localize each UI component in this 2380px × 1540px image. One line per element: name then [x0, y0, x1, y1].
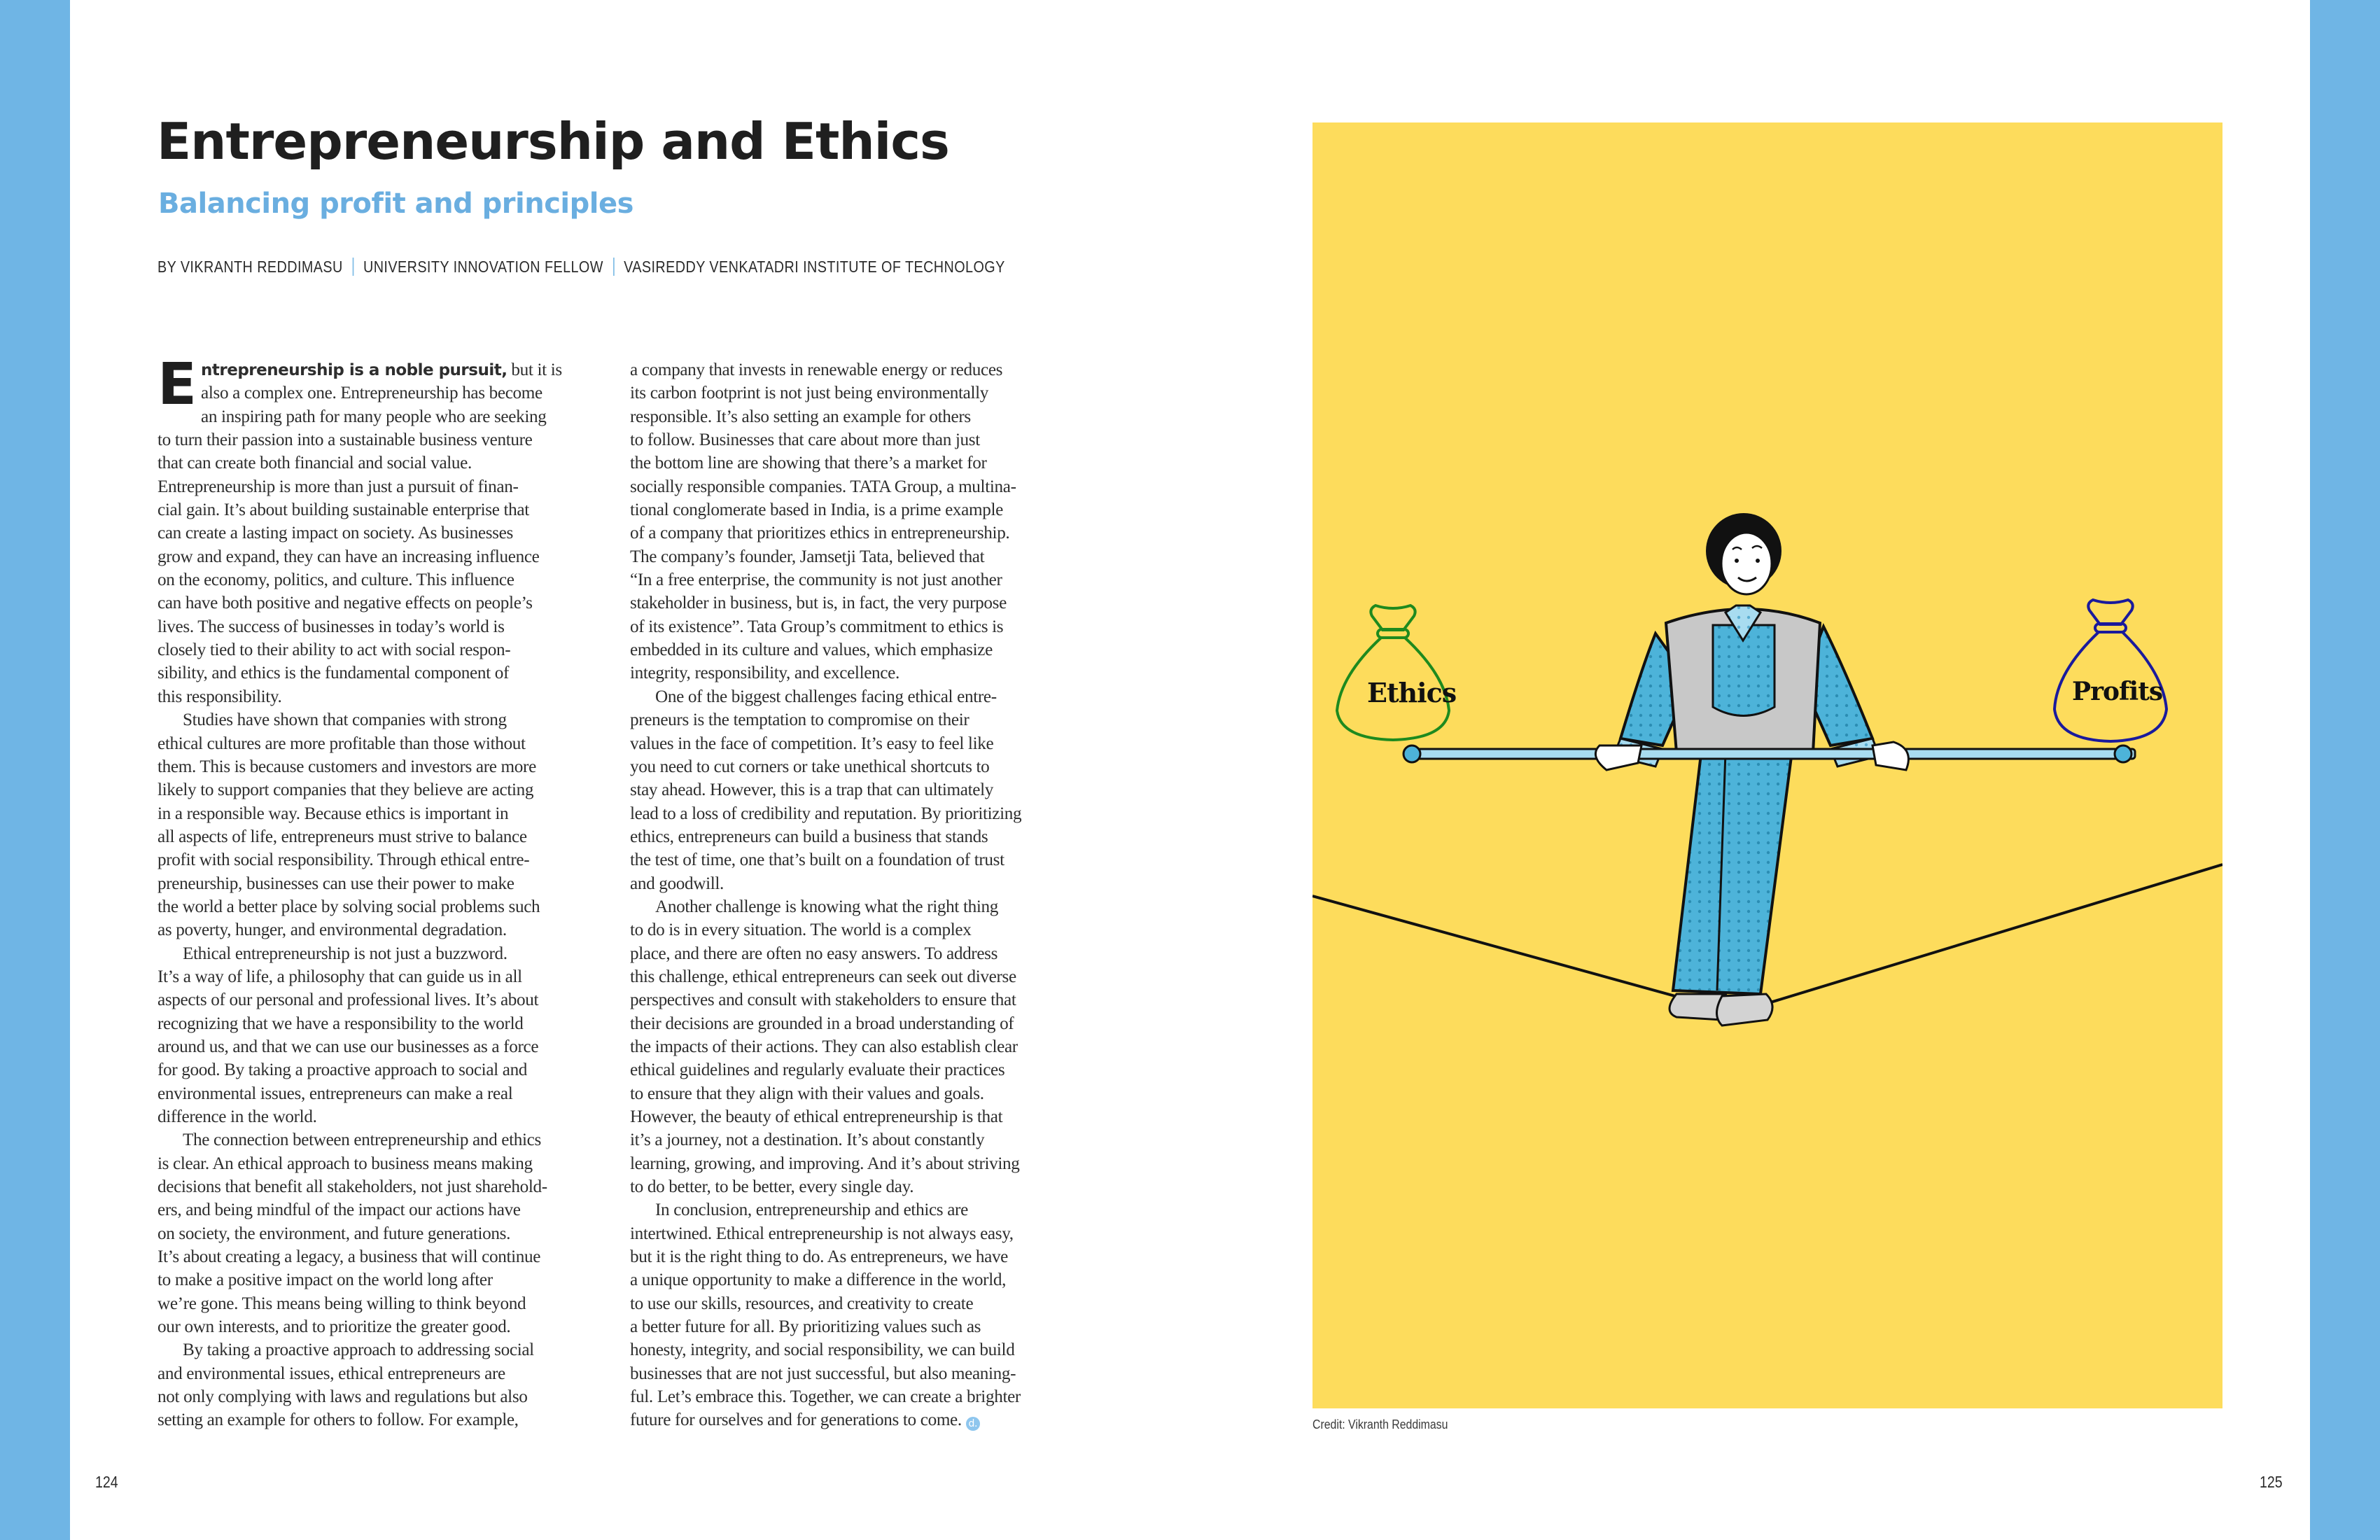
line-text: responsible. It’s also setting an example for others	[630, 407, 971, 426]
body-text-line	[158, 498, 598, 522]
figure-torso	[1614, 606, 1879, 766]
line-text: lives. The success of businesses in today’s world is	[158, 617, 505, 636]
line-text: as poverty, hunger, and environmental degradation.	[158, 920, 507, 940]
body-text-line	[158, 451, 598, 475]
illustration-credit: Credit: Vikranth Reddimasu	[1312, 1418, 1448, 1432]
end-of-article-icon: d.	[966, 1417, 980, 1431]
line-text: to do better, to be better, every single day.	[630, 1177, 914, 1197]
line-text: stakeholder in business, but is, in fact, the very purpose	[630, 594, 1007, 613]
body-text-line	[158, 1315, 598, 1338]
page-number-right: 125	[2260, 1473, 2283, 1491]
line-text: a better future for all. By prioritizing values such as	[630, 1317, 981, 1337]
drop-cap: E	[158, 351, 197, 418]
article-title: Entrepreneurship and Ethics	[157, 112, 949, 171]
ethics-money-bag-icon	[1337, 606, 1449, 740]
line-text: an inspiring path for many people who are seeking	[201, 407, 547, 426]
line-text: decisions that benefit all stakeholders, not just sharehold-	[158, 1177, 547, 1197]
line-text: setting an example for others to follow. For example,	[158, 1410, 519, 1430]
line-text: Another challenge is knowing what the right thing	[655, 897, 998, 916]
body-text-line	[630, 1128, 1071, 1152]
line-text: intertwined. Ethical entrepreneurship is not always easy,	[630, 1224, 1014, 1243]
line-text: One of the biggest challenges facing ethical entre-	[655, 687, 997, 706]
body-text-line	[630, 1058, 1071, 1082]
line-text: is clear. An ethical approach to business means making	[158, 1154, 533, 1173]
line-text: also a complex one. Entrepreneurship has become	[201, 384, 542, 403]
body-text-line	[158, 1292, 598, 1315]
line-text: and environmental issues, ethical entrepreneurs are	[158, 1364, 505, 1383]
line-text: environmental issues, entrepreneurs can make a real	[158, 1084, 513, 1103]
body-text-line	[158, 1198, 598, 1222]
line-text: a company that invests in renewable energy or reduces	[630, 360, 1003, 379]
ethics-bag-label: Ethics	[1367, 677, 1457, 708]
body-text-line	[630, 428, 1071, 451]
line-text: to turn their passion into a sustainable business venture	[158, 430, 533, 450]
body-text-line	[158, 1222, 598, 1245]
line-text: values in the face of competition. It’s easy to feel like	[630, 734, 994, 753]
body-text-line	[158, 942, 598, 965]
body-text-line	[158, 965, 598, 988]
profits-money-bag-icon	[2054, 600, 2166, 741]
line-text: to use our skills, resources, and creativity to create	[630, 1294, 974, 1313]
body-text-line	[630, 405, 1071, 428]
line-text: and goodwill.	[630, 874, 724, 893]
line-text: future for ourselves and for generations to come.	[630, 1410, 962, 1430]
body-text-line	[630, 988, 1071, 1011]
body-text-line	[158, 545, 598, 568]
line-text: a unique opportunity to make a difference in the world,	[630, 1270, 1007, 1290]
line-text: difference in the world.	[158, 1107, 317, 1126]
line-text: the impacts of their actions. They can also establish clear	[630, 1037, 1018, 1056]
body-text-line	[630, 615, 1071, 638]
line-text: their decisions are grounded in a broad understanding of	[630, 1014, 1014, 1033]
body-text-line	[630, 522, 1071, 545]
left-page-edge	[0, 0, 70, 1540]
body-text-line	[630, 592, 1071, 615]
line-text: businesses that are not just successful, but also meaning-	[630, 1364, 1016, 1383]
right-page-edge	[2310, 0, 2380, 1540]
byline-author: BY VIKRANTH REDDIMASU	[158, 258, 343, 276]
line-text: ful. Let’s embrace this. Together, we can create a brighter	[630, 1387, 1021, 1407]
body-text-line	[630, 872, 1071, 895]
body-text-line	[630, 732, 1071, 755]
line-text: the test of time, one that’s built on a foundation of trust	[630, 850, 1004, 870]
line-text: closely tied to their ability to act with social respon-	[158, 640, 511, 660]
body-text-line	[158, 708, 598, 732]
line-text: It’s about creating a legacy, a business that will continue	[158, 1247, 541, 1267]
body-text-line	[630, 1385, 1071, 1408]
line-text: likely to support companies that they believe are acting	[158, 780, 534, 800]
line-text: this responsibility.	[158, 687, 282, 706]
body-text-line	[158, 685, 598, 708]
line-text: for good. By taking a proactive approach to social and	[158, 1060, 528, 1080]
body-text-line	[158, 1362, 598, 1385]
line-text: the bottom line are showing that there’s a market for	[630, 454, 987, 473]
body-text-line	[630, 1012, 1071, 1035]
line-text: can create a lasting impact on society. As businesses	[158, 524, 513, 543]
body-text-line	[158, 1012, 598, 1035]
byline-divider	[613, 258, 615, 276]
body-text-line	[630, 638, 1071, 662]
line-text: recognizing that we have a responsibility to the world	[158, 1014, 524, 1033]
lead-in-text: ntrepreneurship is a noble pursuit,	[201, 361, 507, 379]
body-text-line	[158, 825, 598, 848]
body-text-line	[630, 662, 1071, 685]
body-text-line	[630, 568, 1071, 592]
line-text: to ensure that they align with their values and goals.	[630, 1084, 984, 1103]
body-text-line	[630, 708, 1071, 732]
body-text-line	[630, 1105, 1071, 1128]
body-text-line	[158, 755, 598, 778]
body-text-line	[630, 451, 1071, 475]
line-text: lead to a loss of credibility and reputation. By prioritizing	[630, 804, 1022, 823]
body-text-line	[158, 1105, 598, 1128]
page-number-left: 124	[95, 1473, 118, 1491]
body-text-line	[158, 1408, 598, 1432]
line-text: By taking a proactive approach to addressing social	[183, 1340, 534, 1360]
body-text-line	[158, 1128, 598, 1152]
line-text: its carbon footprint is not just being environmentally	[630, 384, 989, 403]
body-text-line	[158, 732, 598, 755]
line-text: embedded in its culture and values, which emphasize	[630, 640, 993, 660]
body-text-line	[158, 615, 598, 638]
profits-bag-label: Profits	[2072, 677, 2163, 706]
line-text: you need to cut corners or take unethical shortcuts to	[630, 757, 990, 776]
body-text-line	[630, 942, 1071, 965]
line-text: Entrepreneurship is more than just a pursuit of finan-	[158, 477, 519, 496]
line-text: However, the beauty of ethical entrepreneurship is that	[630, 1107, 1003, 1126]
line-text: integrity, responsibility, and excellence.	[630, 664, 899, 683]
line-text: stay ahead. However, this is a trap that can ultimately	[630, 780, 993, 800]
body-text-line	[158, 1152, 598, 1175]
body-text-line	[630, 1035, 1071, 1058]
line-text: that can create both financial and social value.	[158, 454, 472, 473]
body-text-line	[630, 1222, 1071, 1245]
line-text: The connection between entrepreneurship and ethics	[183, 1130, 541, 1150]
line-text: not only complying with laws and regulations but also	[158, 1387, 528, 1407]
line-text: of a company that prioritizes ethics in entrepreneurship.	[630, 524, 1010, 543]
line-text: sibility, and ethics is the fundamental component of	[158, 664, 509, 683]
line-text: of its existence”. Tata Group’s commitment to ethics is	[630, 617, 1004, 636]
body-text-line	[158, 662, 598, 685]
body-text-line	[630, 475, 1071, 498]
byline-role: UNIVERSITY INNOVATION FELLOW	[363, 258, 603, 276]
line-text: around us, and that we can use our businesses as a force	[158, 1037, 539, 1056]
line-text: to do is in every situation. The world is a complex	[630, 920, 972, 940]
body-text-line	[158, 988, 598, 1011]
line-text: It’s a way of life, a philosophy that can guide us in all	[158, 967, 522, 986]
line-text: socially responsible companies. TATA Group, a multina-	[630, 477, 1016, 496]
line-text: but it is the right thing to do. As entrepreneurs, we have	[630, 1247, 1009, 1267]
line-text: all aspects of life, entrepreneurs must strive to balance	[158, 827, 527, 846]
body-text-line	[630, 1362, 1071, 1385]
body-text-line	[158, 1035, 598, 1058]
line-text: the world a better place by solving social problems such	[158, 897, 540, 916]
body-text-line	[158, 568, 598, 592]
body-text-line	[158, 1058, 598, 1082]
body-text-line	[158, 1175, 598, 1198]
body-text-line	[158, 358, 598, 382]
line-text: to follow. Businesses that care about more than just	[630, 430, 980, 450]
body-text-line	[630, 895, 1071, 918]
body-text-line	[158, 1268, 598, 1292]
line-text: on society, the environment, and future generations.	[158, 1224, 511, 1243]
line-text: aspects of our personal and professional lives. It’s about	[158, 990, 539, 1010]
body-text-line	[630, 755, 1071, 778]
body-text-line	[158, 1245, 598, 1268]
line-text: profit with social responsibility. Through ethical entre-	[158, 850, 530, 870]
body-text-line	[630, 1175, 1071, 1198]
line-text: preneurs is the temptation to compromise on their	[630, 710, 969, 730]
body-text-line	[158, 638, 598, 662]
body-column-2	[630, 358, 1071, 1432]
body-text-line	[158, 848, 598, 872]
figure-head	[1706, 513, 1782, 594]
line-text: cial gain. It’s about building sustainable enterprise that	[158, 500, 529, 520]
line-text: grow and expand, they can have an increasing influence	[158, 547, 540, 566]
line-text: can have both positive and negative effects on people’s	[158, 594, 533, 613]
body-text-line	[630, 778, 1071, 802]
body-text-line	[630, 825, 1071, 848]
line-text: Studies have shown that companies with strong	[183, 710, 507, 730]
body-text-line	[158, 895, 598, 918]
line-text: tional conglomerate based in India, is a prime example	[630, 500, 1003, 520]
line-text: our own interests, and to prioritize the greater good.	[158, 1317, 511, 1337]
body-text-line	[630, 848, 1071, 872]
line-text: this challenge, ethical entrepreneurs can seek out diverse	[630, 967, 1016, 986]
body-text-line	[158, 802, 598, 825]
body-text-line	[630, 1408, 1071, 1432]
body-text-line	[630, 685, 1071, 708]
line-text: place, and there are often no easy answers. To address	[630, 944, 998, 963]
body-text-line	[630, 1245, 1071, 1268]
line-text: them. This is because customers and investors are more	[158, 757, 536, 776]
line-text: perspectives and consult with stakeholders to ensure that	[630, 990, 1016, 1010]
body-text-line	[630, 1198, 1071, 1222]
figure-legs	[1670, 724, 1795, 1026]
body-text-line	[158, 592, 598, 615]
body-text-line	[630, 1338, 1071, 1362]
line-text: “In a free enterprise, the community is not just another	[630, 570, 1002, 590]
line-text: on the economy, politics, and culture. This influence	[158, 570, 514, 590]
body-text-line	[630, 1315, 1071, 1338]
body-text-line	[630, 1152, 1071, 1175]
illustration-tightrope-balance	[1312, 122, 2222, 1408]
body-text-line	[158, 475, 598, 498]
line-text: ethical guidelines and regularly evaluate their practices	[630, 1060, 1005, 1080]
body-text-line	[158, 1385, 598, 1408]
line-text: ethics, entrepreneurs can build a business that stands	[630, 827, 988, 846]
body-text-line	[630, 965, 1071, 988]
line-text: The company’s founder, Jamsetji Tata, believed that	[630, 547, 985, 566]
byline	[158, 258, 1005, 276]
body-text-line	[630, 918, 1071, 941]
line-text: to make a positive impact on the world long after	[158, 1270, 493, 1290]
line-text: it’s a journey, not a destination. It’s about constantly	[630, 1130, 985, 1150]
body-text-line	[158, 778, 598, 802]
body-text-line	[630, 358, 1071, 382]
body-text-line	[158, 405, 598, 428]
body-text-line	[158, 428, 598, 451]
line-text: honesty, integrity, and social responsibility, we can build	[630, 1340, 1015, 1360]
body-text-line	[630, 382, 1071, 405]
body-text-line	[630, 1292, 1071, 1315]
body-text-line	[158, 1082, 598, 1105]
line-text: In conclusion, entrepreneurship and ethics are	[655, 1200, 968, 1220]
body-text-line	[158, 1338, 598, 1362]
body-text-line	[630, 498, 1071, 522]
line-text: ethical cultures are more profitable than those without	[158, 734, 526, 753]
byline-divider	[353, 258, 354, 276]
line-text: ers, and being mindful of the impact our actions have	[158, 1200, 521, 1220]
line-text: in a responsible way. Because ethics is important in	[158, 804, 509, 823]
body-text-line	[158, 872, 598, 895]
body-text-line	[630, 802, 1071, 825]
byline-institution: VASIREDDY VENKATADRI INSTITUTE OF TECHNOLOGY	[624, 258, 1005, 276]
body-text-line	[158, 522, 598, 545]
line-text: Ethical entrepreneurship is not just a buzzword.	[183, 944, 507, 963]
line-text: we’re gone. This means being willing to think beyond	[158, 1294, 526, 1313]
body-text-line	[158, 918, 598, 941]
body-text-line	[630, 545, 1071, 568]
line-text: preneurship, businesses can use their power to make	[158, 874, 514, 893]
body-text-line	[158, 382, 598, 405]
line-text: learning, growing, and improving. And it’s about striving	[630, 1154, 1020, 1173]
body-text-line	[630, 1268, 1071, 1292]
body-text-line	[630, 1082, 1071, 1105]
line-text: but it is	[507, 360, 562, 379]
article-subtitle: Balancing profit and principles	[158, 188, 634, 220]
body-column-1	[158, 351, 598, 1432]
